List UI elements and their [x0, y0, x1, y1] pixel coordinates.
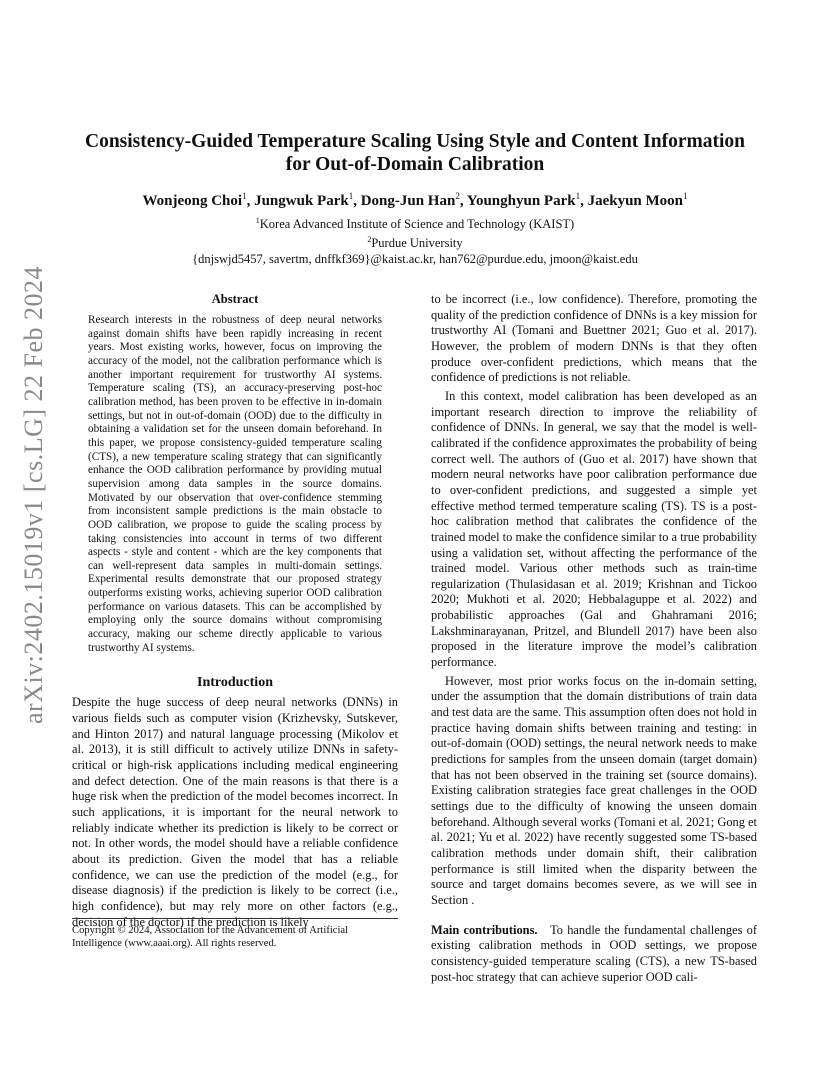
introduction-paragraph-1-continued: to be incorrect (i.e., low confidence). Therefore, promoting the quality of the prediction confidence of DNNs is a key mission for trustworthy AI (Tomani and Buettner 2021; Guo et al. 2017). However, the problem of modern DNNs is that they often produce over-confident predictions, which means that the confidence of predictions is not reliable. [431, 292, 757, 385]
author: Dong-Jun Han$^2$, [360, 191, 467, 209]
main-contributions-text: To handle the fundamental challenges of existing calibration methods in OOD settings, we propose consistency-guided temperature scaling (CTS), a new TS-based post-hoc strategy that can achieve superior OOD cali- [431, 922, 757, 984]
author-list [72, 191, 758, 210]
copyright-notice: Copyright © 2024, Association for the Advancement of Artificial Intelligence (www.aaai.org). All rights reserved. [72, 918, 398, 951]
main-contributions-paragraph [431, 923, 757, 986]
left-column [72, 292, 398, 930]
abstract-heading: Abstract [211, 292, 259, 306]
introduction-paragraph-2: In this context, model calibration has been developed as an important research direction to improve the reliability of confidence of DNNs. In general, we say that the model is well-calibrated if the confidence approximates the probability of being correct well. The authors of (Guo et al. 2017) have shown that modern neural networks have poor calibration performance due to over-confident predictions, and suggested a simple yet effective method termed temperature scaling (TS). TS is a post-hoc calibration method that calibrates the confidence of the trained model to make the confidence similar to a true probability using a validation set, without affecting the performance of the trained model. Various other methods such as train-time regularization (Thulasidasan et al. 2019; Krishnan and Tickoo 2020; Mukhoti et al. 2020; Hebbalaguppe et al. 2022) and probabilistic approaches (Gal and Ghahramani 2016; Lakshminarayanan, Pritzel, and Blundell 2017) have been also proposed in the literature improve the model’s calibration performance. [431, 388, 757, 670]
author: Younghyun Park$^1$, [466, 191, 588, 209]
arxiv-identifier [14, 265, 54, 725]
paper-title [72, 130, 758, 176]
affiliation-2: $^2$Purdue University [367, 235, 463, 251]
introduction-paragraph-3: However, most prior works focus on the in-domain setting, under the assumption that the domain distributions of train data and test data are the same. This assumption often does not hold in practice having domain shifts between training and testing: in out-of-domain (OOD) settings, the neural network needs to make predictions for samples from the unseen domain (target domain) that has not been observed in the training set (source domains). Existing calibration strategies face great challenges in the OOD settings due to the difficulty of knowing the unseen domain beforehand. Although several works (Tomani et al. 2021; Gong et al. 2021; Yu et al. 2022) have recently suggested some TS-based calibration methods under domain shift, their calibration performance is still limited when the disparity between the source and target domains becomes severe, as we will see in Section . [431, 673, 757, 907]
introduction-heading: Introduction [197, 675, 273, 691]
right-column [431, 292, 757, 985]
author: Wonjeong Choi$^1$, [142, 191, 255, 209]
affiliation-1: $^1$Korea Advanced Institute of Science and Technology (KAIST) [255, 216, 575, 232]
main-contributions-label: Main contributions. [431, 922, 538, 937]
paper-title-line-1: Consistency-Guided Temperature Scaling Using Style and Content Information [85, 131, 745, 152]
abstract-text: Research interests in the robustness of deep neural networks against domain shifts have been rapidly increasing in recent years. Most existing works, however, focus on improving the accuracy of the model, not the calibration performance which is another important requirement for trustworthy AI systems. Temperature scaling (TS), an accuracy-preserving post-hoc calibration method, has been proven to be effective in in-domain settings, but not in out-of-domain (OOD) due to the difficulty in obtaining a validation set for the unseen domain beforehand. In this paper, we propose consistency-guided temperature scaling (CTS), a new temperature scaling strategy that can significantly enhance the OOD calibration performance by providing mutual supervision among data samples in the source domains. Motivated by our observation that over-confidence stemming from inconsistent sample predictions is the main obstacle to OOD calibration, we propose to guide the scaling process by taking consistencies into account in terms of two different aspects - style and content - which are the key components that can well-represent data samples in multi-domain settings. Experimental results demonstrate that our proposed strategy outperforms existing works, achieving superior OOD calibration performance on various datasets. This can be accomplished by employing only the source domains without compromising accuracy, making our scheme directly applicable to various trustworthy AI systems. [88, 314, 382, 654]
arxiv-identifier-text: arXiv:2402.15019v1 [cs.LG] 22 Feb 2024 [19, 265, 48, 725]
author: Jaekyun Moon$^1$ [587, 191, 688, 209]
author-emails: {dnjswjd5457, savertm, dnffkf369}@kaist.ac.kr, han762@purdue.edu, jmoon@kaist.edu [192, 252, 638, 267]
affiliations [72, 213, 758, 267]
author: Jungwuk Park$^1$, [254, 191, 361, 209]
introduction-paragraph-1: Despite the huge success of deep neural networks (DNNs) in various fields such as computer vision (Krizhevsky, Sutskever, and Hinton 2017) and natural language processing (Mikolov et al. 2013), it is still difficult to actively utilize DNNs in safety-critical or high-risk applications including medical engineering and defect detection. One of the main reasons is that there is a huge risk when the prediction of the model becomes incorrect. In such applications, it is important for the neural network to reliably indicate whether its prediction is likely to be correct or not. In other words, the model should have a reliable confidence about its prediction. Given the model that has a reliable confidence, we can use the prediction of the model (e.g., for disease diagnosis) if the prediction is likely to be correct (i.e., high confidence), but may rely more on other factors (e.g., decision of the doctor) if the prediction is likely [72, 695, 398, 929]
paper-title-line-2: for Out-of-Domain Calibration [285, 154, 545, 175]
